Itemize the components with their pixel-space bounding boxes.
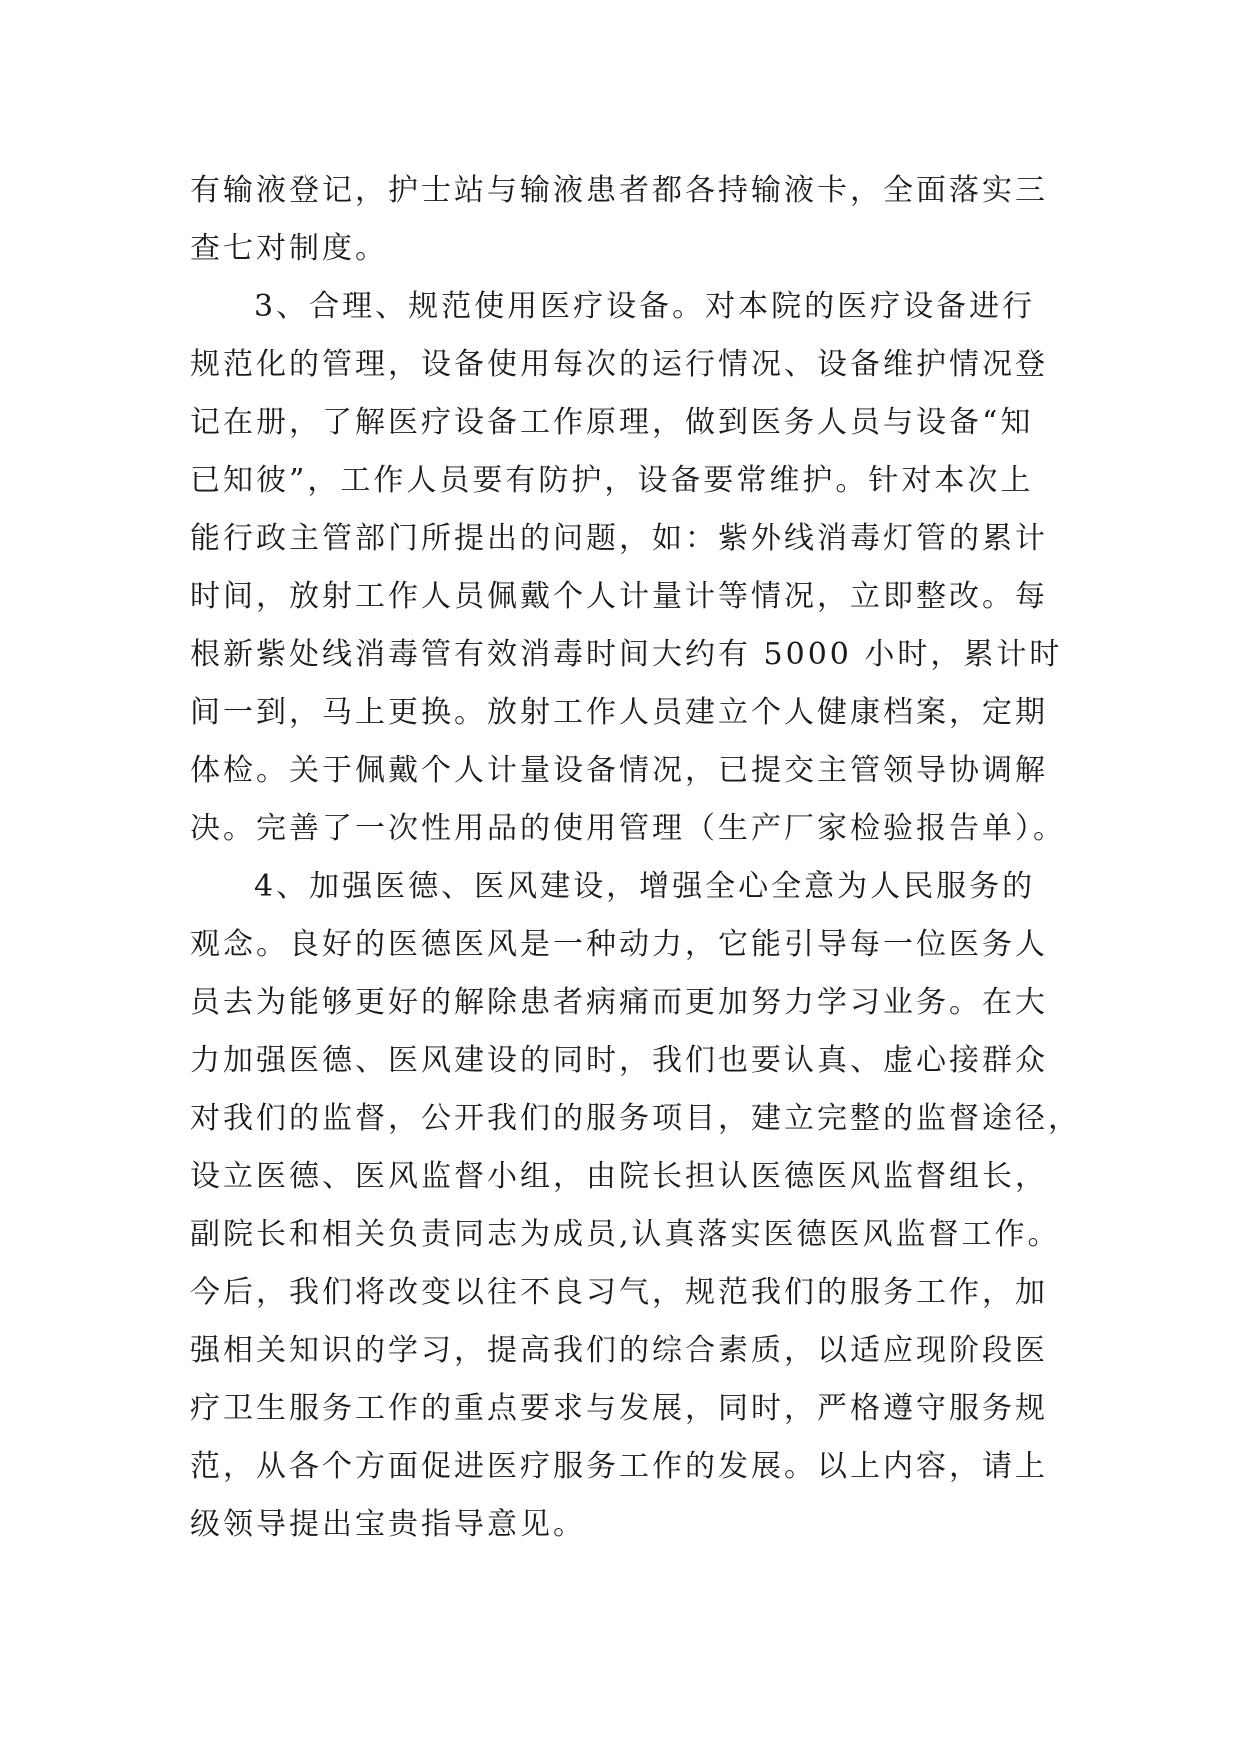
- text-line: 能行政主管部门所提出的问题，如：紫外线消毒灯管的累计: [190, 521, 1048, 556]
- text-line: 副院长和相关负责同志为成员,认真落实医德医风监督工作。: [190, 1217, 1061, 1252]
- text-line: 4、加强医德、医风建设，增强全心全意为人民服务的: [254, 869, 1036, 904]
- text-line: 有输液登记，护士站与输液患者都各持输液卡，全面落实三: [190, 173, 1048, 208]
- text-line: 决。完善了一次性用品的使用管理（生产厂家检验报告单）。: [190, 811, 1066, 846]
- text-line: 级领导提出宝贵指导意见。: [190, 1507, 586, 1542]
- text-line: 设立医德、医风监督小组，由院长担认医德医风监督组长，: [190, 1159, 1048, 1194]
- text-line: 记在册，了解医疗设备工作原理，做到医务人员与设备“知: [190, 405, 1034, 440]
- text-line: 3、合理、规范使用医疗设备。对本院的医疗设备进行: [254, 289, 1036, 324]
- text-line: 时间，放射工作人员佩戴个人计量计等情况，立即整改。每: [190, 579, 1048, 614]
- text-line: 规范化的管理，设备使用每次的运行情况、设备维护情况登: [190, 347, 1048, 382]
- text-line: 今后，我们将改变以往不良习气，规范我们的服务工作，加: [190, 1275, 1048, 1310]
- text-line: 员去为能够更好的解除患者病痛而更加努力学习业务。在大: [190, 985, 1048, 1020]
- document-body: [190, 162, 1081, 1554]
- text-line: 体检。关于佩戴个人计量设备情况，已提交主管领导协调解: [190, 753, 1048, 788]
- text-line: 间一到，马上更换。放射工作人员建立个人健康档案，定期: [190, 695, 1048, 730]
- text-line: 力加强医德、医风建设的同时，我们也要认真、虚心接群众: [190, 1043, 1048, 1078]
- text-line: 根新紫处线消毒管有效消毒时间大约有 5000 小时，累计时: [190, 637, 1063, 672]
- text-line: 对我们的监督，公开我们的服务项目，建立完整的监督途径，: [190, 1101, 1081, 1136]
- text-line: 范，从各个方面促进医疗服务工作的发展。以上内容，请上: [190, 1449, 1048, 1484]
- text-line: 疗卫生服务工作的重点要求与发展，同时，严格遵守服务规: [190, 1391, 1048, 1426]
- text-line: 观念。良好的医德医风是一种动力，它能引导每一位医务人: [190, 927, 1048, 962]
- text-line: 已知彼”，工作人员要有防护，设备要常维护。针对本次上: [190, 463, 1034, 498]
- text-line: 强相关知识的学习，提高我们的综合素质，以适应现阶段医: [190, 1333, 1048, 1368]
- text-line: 查七对制度。: [190, 231, 388, 266]
